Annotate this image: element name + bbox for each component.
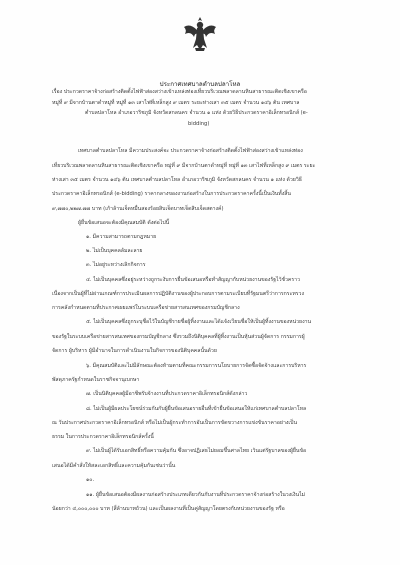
body-line: เสนอได้มีคำสั่งให้สละเอกสิทธิ์และความคุ้มกันเช่นว่านั้น [52,463,176,469]
body-line: จัดการ ผู้บริหาร ผู้มีอำนาจในการดำเนินงานในกิจการของนิติบุคคลนั้นด้วย [52,348,217,354]
body-line: ๑๑. ผู้ยื่นข้อเสนอต้องมีผลงานก่อสร้างประเภทเดียวกันกับงานที่ประกวดราคาจ้างก่อสร้างในวงเงินไม่ [86,492,306,498]
body-line: ๙,๗๗๐,๒๒๗.๗๗ บาท (เก้าล้านเจ็ดหมื่นสองร้อยสิบเจ็ดบาทเจ็ดสิบเจ็ดสตางค์) [52,206,224,212]
body-line: ณ วันประกาศประกวดราคาอิเล็กทรอนิกส์ หรือไม่เป็นผู้กระทำการอันเป็นการขัดขวางการแข่งขันราคาอย่างเป็น [52,420,298,426]
body-line: ๑. มีความสามารถตามกฎหมาย [86,234,157,240]
body-line: ๒. ไม่เป็นบุคคลล้มละลาย [86,248,143,254]
body-line: ประกวดราคาอิเล็กทรอนิกส์ (e-bidding) ราคากลางของงานก่อสร้างในการประกวดราคาครั้งนี้เป็นเงินทั้งสิ้น [52,191,291,197]
subject-line: หมู่ที่ ๙ มีจากบ้านตาดำหมู่ที่ หมู่ที่ ๑๓ เสาไฟที่เหล็กสูง ๙ เมตร ระยะห่างเสา ๓๕ เมตร จำนวน ๑๔๖ ต้น เทศบาล [52,99,300,106]
body-line: ๓. ไม่อยู่ระหว่างเลิกกิจการ [86,262,146,268]
subject-line: เรื่อง ประกวดราคาจ้างก่อสร้างติดตั้งไฟฟ้าส่องสว่างเข้าแหล่งท่องเที่ยวบริเวณพลาดลานหินสาธารณะติดเชิงเขาครือ [52,89,307,95]
body-line: น้อยกว่า ๔,๐๐๐,๐๐๐ บาท (สี่ล้านบาทถ้วน) และเป็นผลงานที่เป็นคู่สัญญาโดยตรงกับหน่วยงานของรัฐ หรือ [52,506,285,512]
body-line: เนื่องจากเป็นผู้ที่ไม่ผ่านเกณฑ์การประเมินผลการปฏิบัติงานของผู้ประกอบการตามระเบียบที่รัฐมนตรีว่าการกระทรวง [52,291,305,297]
body-line: การคลังกำหนดตามที่ประกาศเผยแพร่ในระบบเครือข่ายสารสนเทศของกรมบัญชีกลาง [52,305,240,311]
document-title: ประกาศเทศบาลตำบลปลาโหล [159,81,241,88]
body-line: ๘. ไม่เป็นผู้มีผลประโยชน์ร่วมกันกับผู้ยื่นข้อเสนอรายอื่นที่เข้ายื่นข้อเสนอให้แก่เทศบาลตำบลปลาโหล [86,406,307,412]
body-line: เที่ยวบริเวณพลาดลานหินสาธารณะติดเชิงเขาครือ หมู่ที่ ๙ มีจากบ้านตาดำหมู่ที่ หมู่ที่ ๑๓ เสาไฟที่เหล็กสูง ๙ เมตร ระยะ [52,163,316,169]
body-line: เทศบาลตำบลปลาโหล มีความประสงค์จะ ประกวดราคาจ้างก่อสร้างติดตั้งไฟฟ้าส่องสว่างเข้าแหล่งท่อง [78,148,303,154]
body-line: พัสดุภาครัฐกำหนดในราชกิจจานุเบกษา [52,377,140,383]
garuda-emblem-icon [183,15,217,53]
subject-line: bidding) [188,120,210,127]
body-line: ๔. ไม่เป็นบุคคลซึ่งอยู่ระหว่างถูกระงับการยื่นข้อเสนอหรือทำสัญญากับหน่วยงานของรัฐไว้ชั่วคราว [86,277,301,283]
body-line: ๕. ไม่เป็นบุคคลซึ่งถูกระบุชื่อไว้ในบัญชีรายชื่อผู้ทิ้งงานและได้แจ้งเวียนชื่อให้เป็นผู้ทิ้งงานของหน่วยงาน [86,319,312,325]
body-line: ผู้ยื่นข้อเสนอจะต้องมีคุณสมบัติ ดังต่อไปนี้ [78,220,170,226]
subject-line: ตำบลปลาโหล อำเภอวาริชภูมิ จังหวัดสกลนคร จำนวน ๑ แห่ง ด้วยวิธีประกวดราคาอิเล็กทรอนิกส์ (e- [85,110,308,116]
body-line: ๙. ไม่เป็นผู้ได้รับเอกสิทธิ์หรือความคุ้มกัน ซึ่งอาจปฏิเสธไม่ยอมขึ้นศาลไทย เว้นแต่รัฐบาลของผู้ยื่นข้อ [86,448,307,454]
body-line: ห่างเสา ๓๕ เมตร จำนวน ๑๔๖ ต้น เทศบาลตำบลปลาโหล อำเภอวาริชภูมิ จังหวัดสกลนคร จำนวน ๑ แห่ง ด้วยวิธี [52,177,302,183]
body-line: ๖. มีคุณสมบัติและไม่มีลักษณะต้องห้ามตามที่คณะกรรมการนโยบายการจัดซื้อจัดจ้างและการบริหาร [86,363,307,369]
body-line: ธรรม ในการประกวดราคาอิเล็กทรอนิกส์ครั้งนี้ [52,434,154,440]
body-line: ๗. เป็นนิติบุคคลผู้มีอาชีพรับจ้างงานที่ประกวดราคาอิเล็กทรอนิกส์ดังกล่าว [86,391,248,397]
body-line: ของรัฐในระบบเครือข่ายสารสนเทศของกรมบัญชีกลาง ซึ่งรวมถึงนิติบุคคลที่ผู้ทิ้งงานเป็นหุ้นส่วนผู้จัดการ กรรมการผู้ [52,334,305,340]
body-line: ๑๐. [86,477,95,483]
